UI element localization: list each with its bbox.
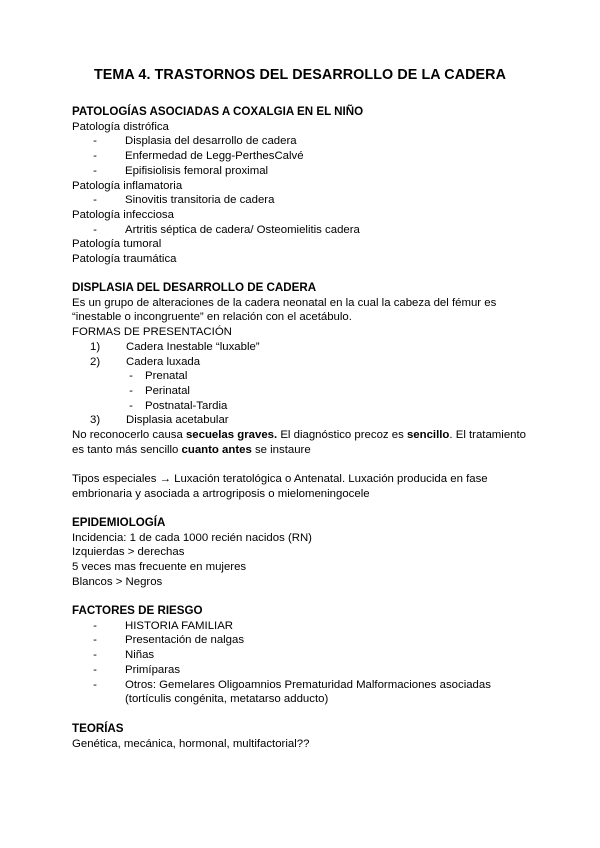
section-heading: DISPLASIA DEL DESARROLLO DE CADERA <box>72 281 317 294</box>
list-item: - Displasia del desarrollo de cadera <box>90 134 532 149</box>
formas-label: FORMAS DE PRESENTACIÓN <box>72 326 232 339</box>
text-line: Incidencia: 1 de cada 1000 recién nacidos (RN) <box>72 531 312 544</box>
formas-list-continued <box>72 413 532 428</box>
list-item: 3) Displasia acetabular <box>90 414 229 427</box>
tipos-paragraph: Tipos especiales → Luxación teratológica o Antenatal. Luxación producida en fase embrionaria y asociada a artrogriposis o mielomeningocele <box>72 473 488 500</box>
list-item: - Perinatal <box>126 384 532 399</box>
section-epidemiologia <box>72 516 532 590</box>
list-item: - Enfermedad de Legg-PerthesCalvé <box>90 149 532 164</box>
section-heading: FACTORES DE RIESGO <box>72 604 203 617</box>
dash-bullet: - <box>93 678 97 691</box>
dash-bullet: - <box>129 399 133 412</box>
category-label: Patología tumoral <box>72 238 162 251</box>
infecciosa-list <box>72 223 532 238</box>
distrofica-list <box>72 134 532 178</box>
dash-bullet: - <box>93 649 97 662</box>
dash-bullet: - <box>129 384 133 397</box>
dash-bullet: - <box>93 634 97 647</box>
list-item: - Presentación de nalgas <box>90 633 532 648</box>
dash-bullet: - <box>129 370 133 383</box>
dash-bullet: - <box>93 164 97 177</box>
dash-bullet: - <box>93 663 97 676</box>
list-item: - HISTORIA FAMILIAR <box>90 619 532 634</box>
section-displasia <box>72 281 532 502</box>
text-line: Blancos > Negros <box>72 575 163 588</box>
formas-list <box>72 340 532 369</box>
document-title: TEMA 4. TRASTORNOS DEL DESARROLLO DE LA CADERA <box>93 67 507 83</box>
list-item: - Otros: Gemelares Oligoamnios Prematuridad Malformaciones asociadas (tortículis congénita, metatarso adducto) <box>90 678 532 707</box>
text-line: 5 veces mas frecuente en mujeres <box>72 561 247 574</box>
section-heading: PATOLOGÍAS ASOCIADAS A COXALGIA EN EL NIÑO <box>72 105 364 118</box>
text-line: Izquierdas > derechas <box>72 546 185 559</box>
list-item: - Niñas <box>90 648 532 663</box>
section-coxalgia <box>72 105 532 267</box>
list-item: - Prenatal <box>126 369 532 384</box>
section-heading: EPIDEMIOLOGÍA <box>72 516 166 529</box>
category-label: Patología traumática <box>72 253 177 266</box>
section-teorias <box>72 722 532 751</box>
list-item: - Primíparas <box>90 663 532 678</box>
category-label: Patología inflamatoria <box>72 179 183 192</box>
section-factores <box>72 604 532 707</box>
list-item: - Artritis séptica de cadera/ Osteomielitis cadera <box>90 223 532 238</box>
list-item: - Epifisiolisis femoral proximal <box>90 164 532 179</box>
diagnosis-paragraph: No reconocerlo causa secuelas graves. El diagnóstico precoz es sencillo. El tratamiento es tanto más sencillo cuanto antes se instaure <box>72 429 526 456</box>
dash-bullet: - <box>93 223 97 236</box>
dash-bullet: - <box>93 194 97 207</box>
dash-bullet: - <box>93 150 97 163</box>
section-heading: TEORÍAS <box>72 722 124 735</box>
list-item: 1) Cadera Inestable “luxable” <box>90 340 260 353</box>
factores-list <box>72 619 532 707</box>
dash-bullet: - <box>93 619 97 632</box>
category-label: Patología infecciosa <box>72 208 174 221</box>
luxada-sublist <box>72 369 532 413</box>
dash-bullet: - <box>93 135 97 148</box>
definition-paragraph: Es un grupo de alteraciones de la cadera neonatal en la cual la cabeza del fémur es “inestable o incongruente” en relación con el acetábulo. <box>72 296 497 324</box>
inflamatoria-list <box>72 193 532 208</box>
list-item: - Postnatal-Tardia <box>126 399 532 414</box>
category-label: Patología distrófica <box>72 120 169 133</box>
list-item: 2) Cadera luxada <box>90 355 201 368</box>
text-line: Genética, mecánica, hormonal, multifactorial?? <box>72 737 310 750</box>
list-item: - Sinovitis transitoria de cadera <box>90 193 532 208</box>
